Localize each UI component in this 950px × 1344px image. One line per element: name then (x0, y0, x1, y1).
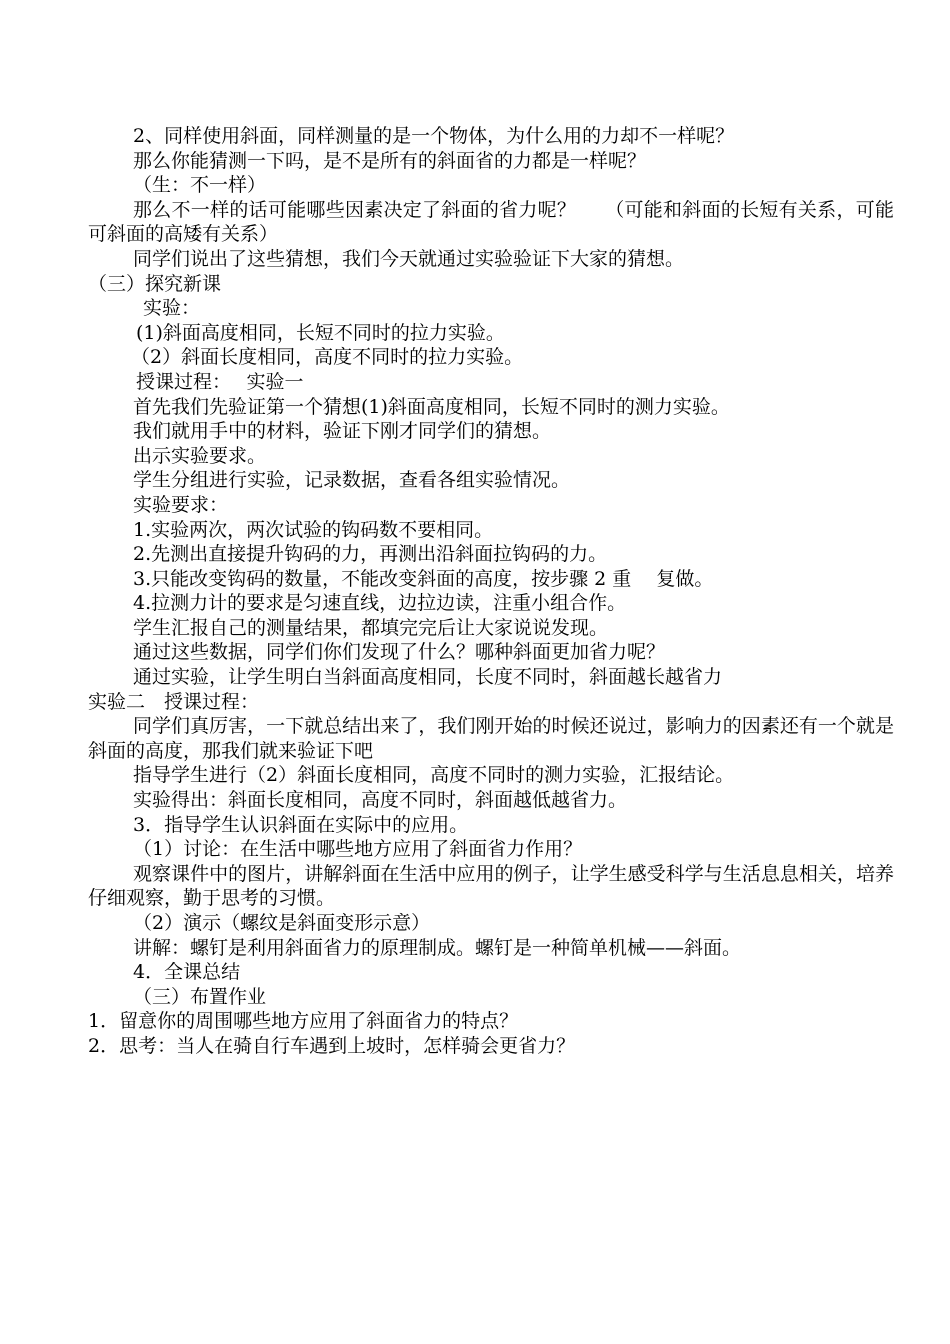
paragraph-line: 实验得出：斜面长度相同，高度不同时，斜面越低越省力。 (133, 789, 628, 812)
paragraph-line: 3.只能改变钩码的数量，不能改变斜面的高度，按步骤 2 重 复做。 (133, 567, 714, 590)
paragraph-line: 那么不一样的话可能哪些因素决定了斜面的省力呢？ （可能和斜面的长短有关系，可能可斜面的高矮有关系） (88, 198, 894, 246)
paragraph-line: 1．留意你的周围哪些地方应用了斜面省力的特点？ (88, 1010, 519, 1033)
paragraph-line: 讲解：螺钉是利用斜面省力的原理制成。螺钉是一种简单机械——斜面。 (133, 936, 742, 959)
paragraph-line: 通过实验，让学生明白当斜面高度相同，长度不同时，斜面越长越省力 (133, 666, 723, 689)
paragraph-line: 指导学生进行（2）斜面长度相同，高度不同时的测力实验，汇报结论。 (133, 764, 735, 787)
paragraph-line: 4.拉测力计的要求是匀速直线，边拉边读，注重小组合作。 (133, 592, 627, 615)
paragraph-line: 同学们说出了这些猜想，我们今天就通过实验验证下大家的猜想。 (133, 247, 685, 270)
paragraph-line: 3．指导学生认识斜面在实际中的应用。 (133, 813, 469, 836)
paragraph-line: 出示实验要求。 (133, 444, 267, 467)
paragraph-line: 实验二 授课过程： (88, 690, 260, 713)
paragraph-line: （生：不一样） (133, 174, 267, 197)
paragraph-line: （三）布置作业 (133, 985, 267, 1008)
paragraph-line: （三）探究新课 (88, 272, 222, 295)
paragraph-line: 那么你能猜测一下吗，是不是所有的斜面省的力都是一样呢？ (133, 149, 647, 172)
paragraph-line: (1)斜面高度相同，长短不同时的拉力实验。 (136, 321, 505, 344)
document-body (88, 124, 894, 1059)
paragraph-line: （2）斜面长度相同，高度不同时的拉力实验。 (131, 346, 524, 369)
paragraph-line: 学生分组进行实验，记录数据，查看各组实验情况。 (133, 469, 571, 492)
paragraph-line: 4．全课总结 (133, 961, 241, 984)
paragraph-line: 通过这些数据，同学们你们发现了什么？哪种斜面更加省力呢？ (133, 641, 666, 664)
paragraph-line: 2．思考：当人在骑自行车遇到上坡时，怎样骑会更省力？ (88, 1034, 576, 1057)
paragraph-line: （1）讨论：在生活中哪些地方应用了斜面省力作用？ (133, 838, 583, 861)
paragraph-line: 我们就用手中的材料，验证下刚才同学们的猜想。 (133, 420, 552, 443)
paragraph-line: 2.先测出直接提升钩码的力，再测出沿斜面拉钩码的力。 (133, 543, 608, 566)
paragraph-line: 学生汇报自己的测量结果，都填完完后让大家说说发现。 (133, 616, 609, 639)
paragraph-line: （2）演示（螺纹是斜面变形示意） (133, 912, 431, 934)
paragraph-line: 首先我们先验证第一个猜想(1)斜面高度相同，长短不同时的测力实验。 (133, 395, 730, 418)
paragraph-line: 授课过程： 实验一 (136, 370, 304, 393)
paragraph-line: 实验要求： (133, 493, 229, 516)
paragraph-line: 2、同样使用斜面，同样测量的是一个物体，为什么用的力却不一样呢？ (133, 125, 735, 147)
paragraph-line: 实验： (143, 297, 201, 320)
paragraph-line: 同学们真厉害，一下就总结出来了，我们刚开始的时候还说过，影响力的因素还有一个就是斜面的高度，那我们就来验证下吧 (88, 715, 894, 762)
paragraph-line: 观察课件中的图片，讲解斜面在生活中应用的例子，让学生感受科学与生活息息相关，培养仔细观察，勤于思考的习惯。 (88, 862, 894, 910)
paragraph-line: 1.实验两次，两次试验的钩码数不要相同。 (133, 518, 494, 541)
